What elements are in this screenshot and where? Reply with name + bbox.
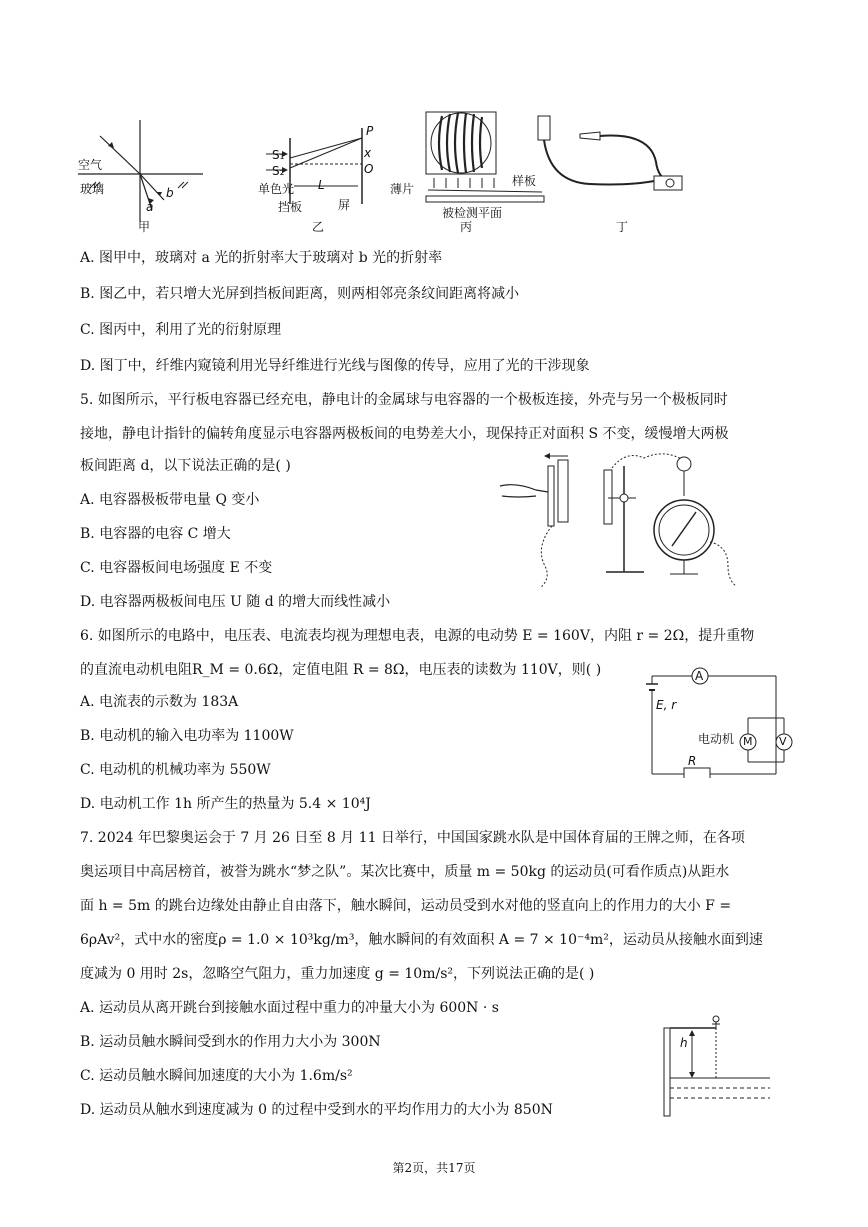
diving-platform-figure bbox=[656, 1014, 776, 1118]
capacitor-electrometer-figure bbox=[496, 446, 756, 594]
test-surface-label: 被检测平面 bbox=[442, 206, 503, 220]
q5-option-c: C. 电容器板间电场强度 E 不变 bbox=[80, 560, 273, 576]
l-label: L bbox=[318, 178, 325, 192]
baffle-label: 挡板 bbox=[278, 200, 303, 214]
q7-stem-3: 面 h = 5m 的跳台边缘处由静止自由落下，触水瞬间，运动员受到水对他的竖直向上的作用力的大小 F = bbox=[80, 898, 732, 914]
page-number: 第2页，共17页 bbox=[392, 1161, 476, 1175]
ray-a-label: a bbox=[146, 200, 154, 214]
q4-option-c: C. 图丙中，利用了光的衍射原理 bbox=[80, 322, 282, 338]
height-label: h bbox=[680, 1036, 688, 1050]
q4-option-d: D. 图丁中，纤维内窥镜利用光导纤维进行光线与图像的传导，应用了光的干涉现象 bbox=[80, 358, 590, 374]
mono-light-label: 单色光 bbox=[258, 182, 295, 196]
sample-plate-label: 样板 bbox=[512, 174, 537, 188]
q5-stem-1: 5. 如图所示，平行板电容器已经充电，静电计的金属球与电容器的一个极板连接，外壳与另一个极板同时 bbox=[80, 392, 728, 408]
caption-bing: 丙 bbox=[460, 220, 473, 234]
source-label: E, r bbox=[656, 698, 677, 712]
q6-option-a: A. 电流表的示数为 183A bbox=[80, 694, 239, 710]
figure-ding-endoscope bbox=[530, 112, 700, 218]
x-label: x bbox=[364, 146, 372, 160]
q5-stem-3: 板间距离 d，以下说法正确的是( ) bbox=[80, 458, 291, 474]
motor-text-label: 电动机 bbox=[698, 732, 735, 746]
q6-option-c: C. 电动机的机械功率为 550W bbox=[80, 762, 271, 778]
ammeter-label: A bbox=[695, 669, 704, 683]
o-label: O bbox=[364, 162, 374, 176]
q7-stem-5: 度减为 0 用时 2s，忽略空气阻力，重力加速度 g = 10m/s²，下列说法正确的是( ) bbox=[80, 966, 595, 982]
q7-option-a: A. 运动员从离开跳台到接触水面过程中重力的冲量大小为 600N · s bbox=[80, 1000, 499, 1016]
q5-option-b: B. 电容器的电容 C 增大 bbox=[80, 526, 231, 542]
q7-stem-4: 6ρAv²，式中水的密度ρ = 1.0 × 10³kg/m³，触水瞬间的有效面积 A = 7 × 10⁻⁴m²，运动员从接触水面到速 bbox=[80, 932, 763, 948]
q6-stem-2: 的直流电动机电阻R_M = 0.6Ω，定值电阻 R = 8Ω，电压表的读数为 110V，则( ) bbox=[80, 662, 602, 678]
q6-option-b: B. 电动机的输入电功率为 1100W bbox=[80, 728, 294, 744]
screen-label: 屏 bbox=[338, 198, 351, 212]
ray-b-label: b bbox=[166, 186, 174, 200]
glass-label: 玻璃 bbox=[80, 182, 105, 196]
q6-stem-1: 6. 如图所示的电路中，电压表、电流表均视为理想电表，电源的电动势 E = 160V，内阻 r = 2Ω，提升重物 bbox=[80, 628, 755, 644]
q7-option-c: C. 运动员触水瞬间加速度的大小为 1.6m/s² bbox=[80, 1068, 353, 1084]
q5-option-a: A. 电容器极板带电量 Q 变小 bbox=[80, 492, 260, 508]
air-label: 空气 bbox=[78, 158, 103, 172]
caption-yi: 乙 bbox=[312, 220, 325, 234]
q7-option-b: B. 运动员触水瞬间受到水的作用力大小为 300N bbox=[80, 1034, 381, 1050]
q7-stem-1: 7. 2024 年巴黎奥运会于 7 月 26 日至 8 月 11 日举行，中国国家跳水队是中国体育届的王牌之师，在各项 bbox=[80, 830, 745, 846]
p-label: P bbox=[366, 124, 374, 138]
q5-option-d: D. 电容器两极板间电压 U 随 d 的增大而线性减小 bbox=[80, 594, 391, 610]
figure-jia bbox=[78, 112, 208, 234]
caption-jia: 甲 bbox=[138, 220, 151, 234]
q7-option-d: D. 运动员从触水到速度减为 0 的过程中受到水的平均作用力的大小为 850N bbox=[80, 1102, 553, 1118]
q5-stem-2: 接地，静电计指针的偏转角度显示电容器两极板间的电势差大小，现保持正对面积 S 不变，缓慢增大两极 bbox=[80, 426, 729, 442]
q4-option-b: B. 图乙中，若只增大光屏到挡板间距离，则两相邻亮条纹间距离将减小 bbox=[80, 286, 520, 302]
q6-option-d: D. 电动机工作 1h 所产生的热量为 5.4 × 10⁴J bbox=[80, 796, 371, 812]
thin-slice-label: 薄片 bbox=[390, 182, 415, 196]
resistor-label: R bbox=[688, 754, 697, 768]
circuit-diagram bbox=[644, 664, 804, 778]
q4-option-a: A. 图甲中，玻璃对 a 光的折射率大于玻璃对 b 光的折射率 bbox=[80, 250, 443, 266]
voltmeter-label: V bbox=[779, 735, 787, 748]
motor-label: M bbox=[743, 735, 753, 748]
s2-label: S₂ bbox=[272, 164, 285, 178]
caption-ding: 丁 bbox=[616, 220, 629, 234]
s1-label: S₁ bbox=[272, 148, 285, 162]
q7-stem-2: 奥运项目中高居榜首，被誉为跳水“梦之队”。某次比赛中，质量 m = 50kg 的运动员(可看作质点)从距水 bbox=[80, 864, 730, 880]
